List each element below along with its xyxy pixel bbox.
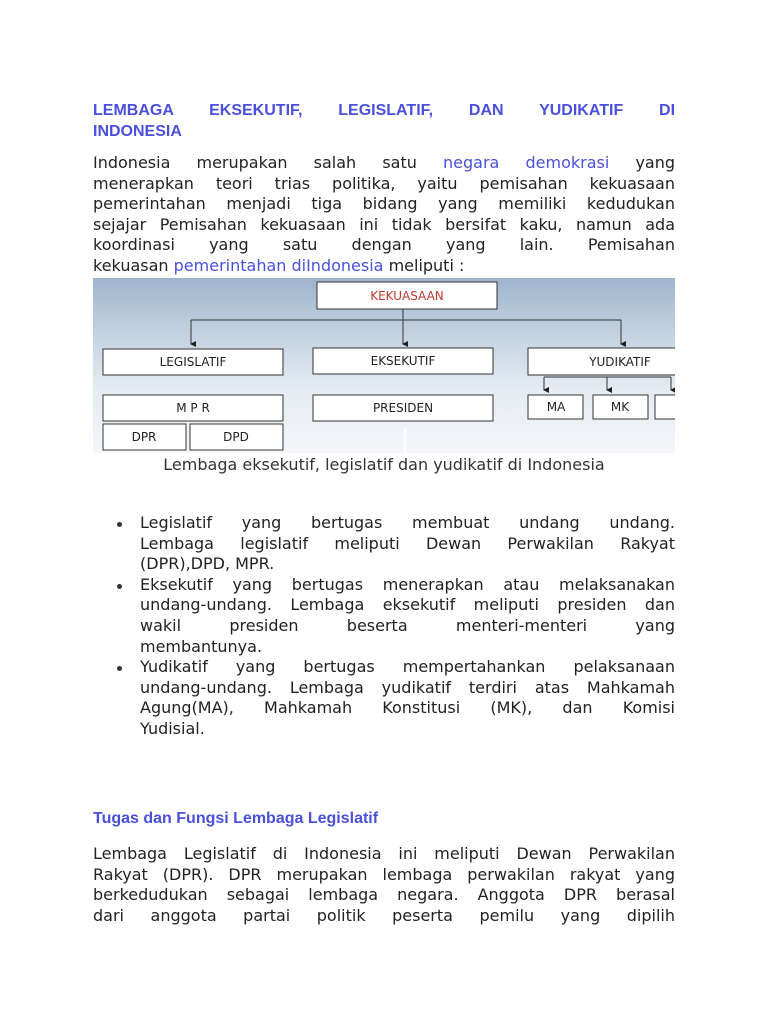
title-line-2: INDONESIA [93, 123, 182, 140]
diagram-caption: Lembaga eksekutif, legislatif dan yudikatif di Indonesia [163, 455, 605, 474]
bullet-dot [117, 584, 122, 589]
kekuasaan-box [317, 282, 497, 309]
svg-text:MK: MK [610, 400, 630, 414]
kekuasaan-diagram [93, 278, 675, 453]
title-word: LEGISLATIF, [338, 102, 434, 119]
bullet-dot [117, 666, 122, 671]
list-item-eksekutif: Eksekutif yang bertugas menerapkan atau melaksanakan undang-undang. Lembaga eksekutif meliputi presiden dan wakil presiden beserta menteri-menteri yang membantunya. [93, 575, 675, 657]
title-word: DI [659, 102, 676, 119]
svg-text:PRESIDEN: PRESIDEN [372, 401, 434, 415]
bullet-list [93, 513, 675, 740]
title-word: EKSEKUTIF, [209, 102, 303, 119]
paragraph-line: kekuasan pemerintahan diIndonesia meliputi : [93, 255, 465, 275]
negara-demokrasi-link[interactable]: negara demokrasi [443, 153, 610, 172]
svg-text:YUDIKATIF: YUDIKATIF [589, 355, 651, 369]
intro-paragraph [93, 153, 675, 277]
paragraph-line: Rakyat (DPR). DPR merupakan lembaga perwakilan rakyat yang [93, 864, 675, 884]
section-title: Tugas dan Fungsi Lembaga Legislatif [93, 810, 379, 827]
svg-text:MA: MA [546, 400, 566, 414]
bullet-dot [117, 522, 122, 527]
svg-text:M P R: M P R [176, 401, 210, 415]
svg-text:DPR: DPR [131, 430, 157, 444]
paragraph-line: menerapkan teori trias politika, yaitu pemisahan kekuasaan [93, 173, 675, 193]
mk-box [593, 395, 648, 419]
title-word: LEMBAGA [93, 102, 174, 119]
svg-text:KEKUASAAN: KEKUASAAN [370, 289, 444, 303]
pemerintahan-indonesia-link[interactable]: pemerintahan diIndonesia [173, 255, 384, 275]
paragraph-line: koordinasi yang satu dengan yang lain. Pemisahan [93, 235, 675, 255]
list-item-legislatif: Legislatif yang bertugas membuat undang undang. Lembaga legislatif meliputi Dewan Perwakilan Rakyat (DPR),DPD, MPR. [93, 513, 675, 575]
ma-box [528, 395, 583, 419]
svg-text:LEGISLATIF: LEGISLATIF [159, 355, 227, 369]
mpr-box [103, 395, 283, 421]
title-word: DAN [468, 102, 504, 119]
legislatif-paragraph [93, 844, 675, 926]
page-title [93, 100, 675, 142]
paragraph-line: dari anggota partai politik peserta pemilu yang dipilih [93, 905, 675, 925]
svg-text:DPD: DPD [223, 430, 249, 444]
title-line-1 [93, 100, 675, 121]
dpr-box [103, 424, 186, 450]
presiden-box [313, 395, 493, 421]
yudikatif-box [528, 348, 675, 375]
list-item-yudikatif: Yudikatif yang bertugas mempertahankan pelaksanaan undang-undang. Lembaga yudikatif terdiri atas Mahkamah Agung(MA), Mahkamah Konstitusi (MK), dan Komisi Yudisial. [93, 657, 675, 739]
partial-box [655, 395, 675, 419]
paragraph-line: Indonesia merupakan salah satu negara demokrasi yang [93, 153, 676, 172]
paragraph-line: pemerintahan menjadi tiga bidang yang memiliki kedudukan [93, 194, 675, 214]
paragraph-line: sejajar Pemisahan kekuasaan ini tidak bersifat kaku, namun ada [93, 214, 675, 234]
paragraph-line: Lembaga Legislatif di Indonesia ini meliputi Dewan Perwakilan [93, 844, 675, 863]
paragraph-line: berkedudukan sebagai lembaga negara. Anggota DPR berasal [93, 885, 675, 905]
title-word: YUDIKATIF [539, 102, 624, 119]
eksekutif-box [313, 348, 493, 374]
legislatif-box [103, 349, 283, 375]
svg-text:EKSEKUTIF: EKSEKUTIF [370, 354, 436, 368]
dpd-box [190, 424, 283, 450]
